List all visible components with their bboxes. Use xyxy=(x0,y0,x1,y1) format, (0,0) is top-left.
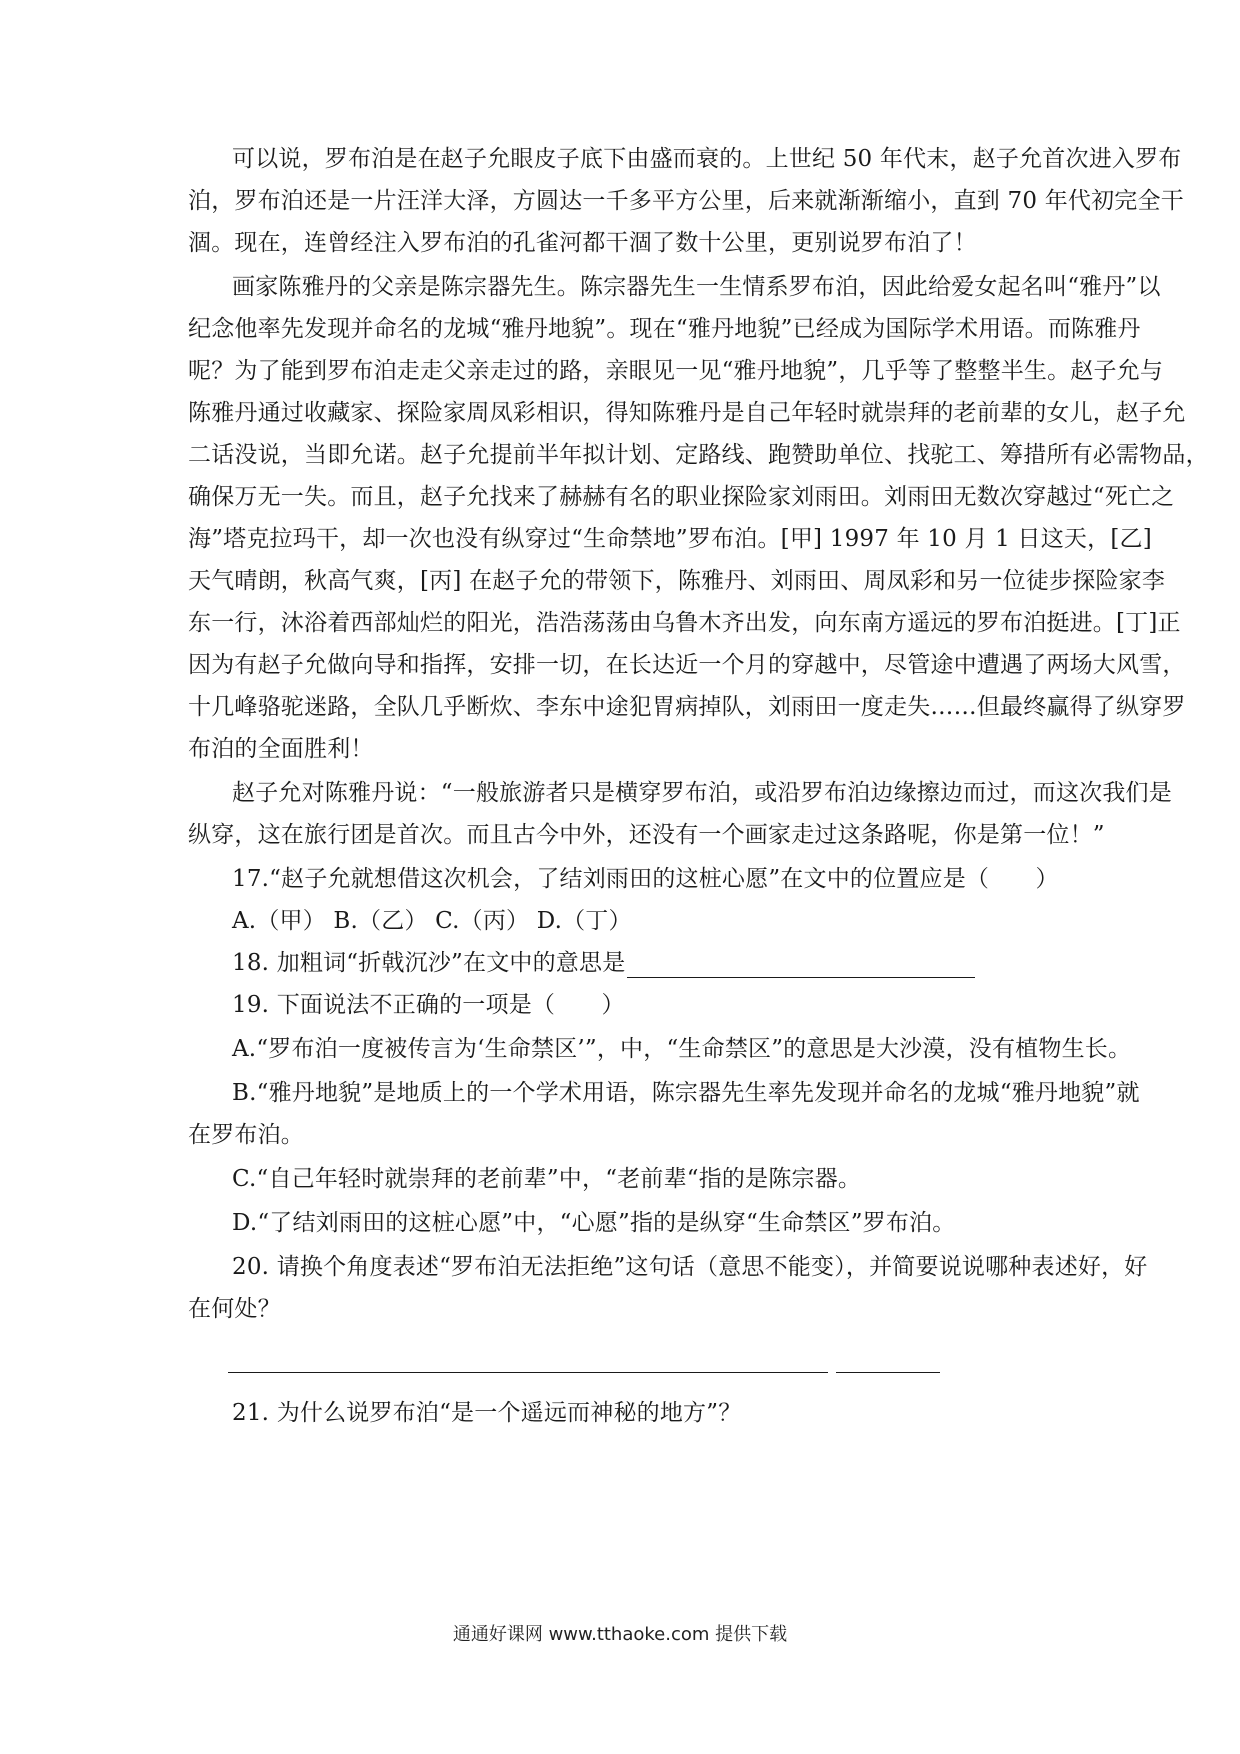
question-17-options: A.（甲） B.（乙） C.（丙） D.（丁） xyxy=(232,908,632,934)
question-19-option-a: A.“罗布泊一度被传言为‘生命禁区’”，中，“生命禁区”的意思是大沙漠，没有植物生长。 xyxy=(232,1036,1132,1062)
answer-line-20-extra[interactable] xyxy=(836,1372,940,1373)
p1-line-3: 涸。现在，连曾经注入罗布泊的孔雀河都干涸了数十公里，更别说罗布泊了！ xyxy=(188,230,977,256)
question-19-option-b-line-2: 在罗布泊。 xyxy=(188,1122,304,1148)
p2-line-7: 海”塔克拉玛干，却一次也没有纵穿过“生命禁地”罗布泊。[甲] 1997 年 10 月 1 日这天，[乙] xyxy=(188,526,1152,552)
p2-line-12: 布泊的全面胜利！ xyxy=(188,736,374,762)
p2-line-8: 天气晴朗，秋高气爽，[丙] 在赵子允的带领下，陈雅丹、刘雨田、周凤彩和另一位徒步探险家李 xyxy=(188,568,1166,594)
p1-line-1: 可以说，罗布泊是在赵子允眼皮子底下由盛而衰的。上世纪 50 年代末，赵子允首次进入罗布 xyxy=(232,146,1182,172)
answer-blank-18[interactable] xyxy=(627,957,975,978)
p3-line-1: 赵子允对陈雅丹说：“一般旅游者只是横穿罗布泊，或沿罗布泊边缘擦边而过，而这次我们是 xyxy=(232,780,1172,806)
p2-line-3: 呢？为了能到罗布泊走走父亲走过的路，亲眼见一见“雅丹地貌”，几乎等了整整半生。赵子允与 xyxy=(188,358,1164,384)
question-21: 21. 为什么说罗布泊“是一个遥远而神秘的地方”？ xyxy=(232,1400,742,1426)
p2-line-10: 因为有赵子允做向导和指挥，安排一切，在长达近一个月的穿越中，尽管途中遭遇了两场大风雪， xyxy=(188,652,1186,678)
question-19-option-b-line-1: B.“雅丹地貌”是地质上的一个学术用语，陈宗器先生率先发现并命名的龙城“雅丹地貌”就 xyxy=(232,1080,1140,1106)
p2-line-4: 陈雅丹通过收藏家、探险家周凤彩相识，得知陈雅丹是自己年轻时就崇拜的老前辈的女儿，赵子允 xyxy=(188,400,1186,426)
question-19-option-c: C.“自己年轻时就崇拜的老前辈”中，“老前辈“指的是陈宗器。 xyxy=(232,1166,862,1192)
question-19: 19. 下面说法不正确的一项是（ ） xyxy=(232,992,625,1018)
p2-line-2: 纪念他率先发现并命名的龙城“雅丹地貌”。现在“雅丹地貌”已经成为国际学术用语。而陈雅丹 xyxy=(188,316,1141,342)
p2-line-1: 画家陈雅丹的父亲是陈宗器先生。陈宗器先生一生情系罗布泊，因此给爱女起名叫“雅丹”以 xyxy=(232,274,1161,300)
p2-line-6: 确保万无一失。而且，赵子允找来了赫赫有名的职业探险家刘雨田。刘雨田无数次穿越过“死亡之 xyxy=(188,484,1175,510)
question-17: 17.“赵子允就想借这次机会，了结刘雨田的这桩心愿”在文中的位置应是（ ） xyxy=(232,866,1059,892)
answer-line-20[interactable] xyxy=(228,1372,828,1373)
question-18 xyxy=(188,948,975,978)
p2-line-11: 十几峰骆驼迷路，全队几乎断炊、李东中途犯胃病掉队，刘雨田一度走失……但最终赢得了纵穿罗 xyxy=(188,694,1186,720)
question-19-option-d: D.“了结刘雨田的这桩心愿”中，“心愿”指的是纵穿“生命禁区”罗布泊。 xyxy=(232,1210,956,1236)
p3-line-2: 纵穿，这在旅行团是首次。而且古今中外，还没有一个画家走过这条路呢，你是第一位！” xyxy=(188,822,1105,848)
p2-line-9: 东一行，沐浴着西部灿烂的阳光，浩浩荡荡由乌鲁木齐出发，向东南方遥远的罗布泊挺进。[丁]正 xyxy=(188,610,1181,636)
question-18-text: 18. 加粗词“折戟沉沙”在文中的意思是 xyxy=(232,950,626,976)
question-20-line-2: 在何处？ xyxy=(188,1296,281,1322)
p1-line-2: 泊，罗布泊还是一片汪洋大泽，方圆达一千多平方公里，后来就渐渐缩小，直到 70 年代初完全干 xyxy=(188,188,1184,214)
question-20-line-1: 20. 请换个角度表述“罗布泊无法拒绝”这句话（意思不能变），并简要说说哪种表述好，好 xyxy=(232,1254,1148,1280)
p2-line-5: 二话没说，当即允诺。赵子允提前半年拟计划、定路线、跑赞助单位、找驼工、筹措所有必需物品， xyxy=(188,442,1209,468)
footer-source: 通通好课网 www.tthaoke.com 提供下载 xyxy=(452,1624,788,1645)
